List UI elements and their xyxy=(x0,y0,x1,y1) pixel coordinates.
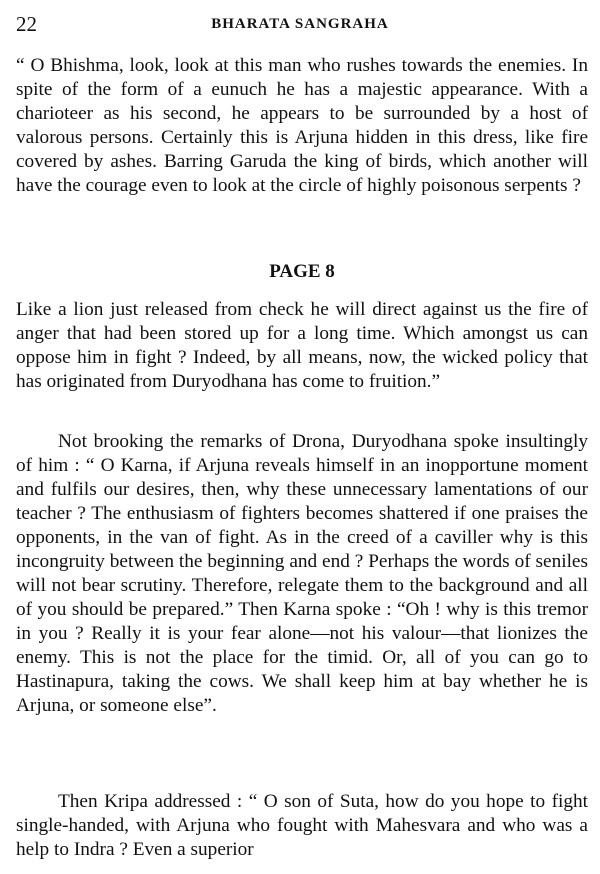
section-heading: PAGE 8 xyxy=(269,261,335,282)
page-number: 22 xyxy=(16,12,37,36)
paragraph-duryodhana-karna: Not brooking the remarks of Drona, Duryodhana spoke insultingly of him : “ O Karna, if Arjuna reveals himself in an inopportune moment and fulfils our desires, then, why these unnecessary lamentations of our teacher ? The enthusiasm of fighters becomes shattered if one praises the opponents, in the van of fight. As in the creed of a caviller why is this incongruity between the beginning and end ? Perhaps the words of seniles will not bear scrutiny. Therefore, relegate them to the background and all of you should be prepared.” Then Karna spoke : “Oh ! why is this tremor in you ? Really it is your fear alone—not his valour—that lionizes the enemy. This is not the place for the timid. Or, all of you can go to Hastinapura, taking the cows. We shall keep him at bay whether he is Arjuna, or someone else”. xyxy=(16,431,588,716)
page-header xyxy=(16,12,584,40)
running-title: BHARATA SANGRAHA xyxy=(211,16,389,32)
paragraph-kripa: Then Kripa addressed : “ O son of Suta, how do you hope to fight single-handed, with Arjuna who fought with Mahesvara and who was a help to Indra ? Even a superior xyxy=(16,791,588,860)
body-text xyxy=(16,54,588,860)
paragraph-bhishma-speech: “ O Bhishma, look, look at this man who rushes towards the enemies. In spite of the form of a eunuch he has a majestic appearance. With a charioteer as his second, he appears to be surrounded by a host of valorous persons. Certainly this is Arjuna hidden in this dress, like fire covered by ashes. Barring Garuda the king of birds, which another will have the courage even to look at the circle of highly poisonous serpents ? xyxy=(16,55,588,196)
paragraph-lion-simile: Like a lion just released from check he will direct against us the fire of anger that had been stored up for a long time. Which amongst us can oppose him in fight ? Indeed, by all means, now, the wicked policy that has originated from Duryodhana has come to fruition.” xyxy=(16,299,588,392)
